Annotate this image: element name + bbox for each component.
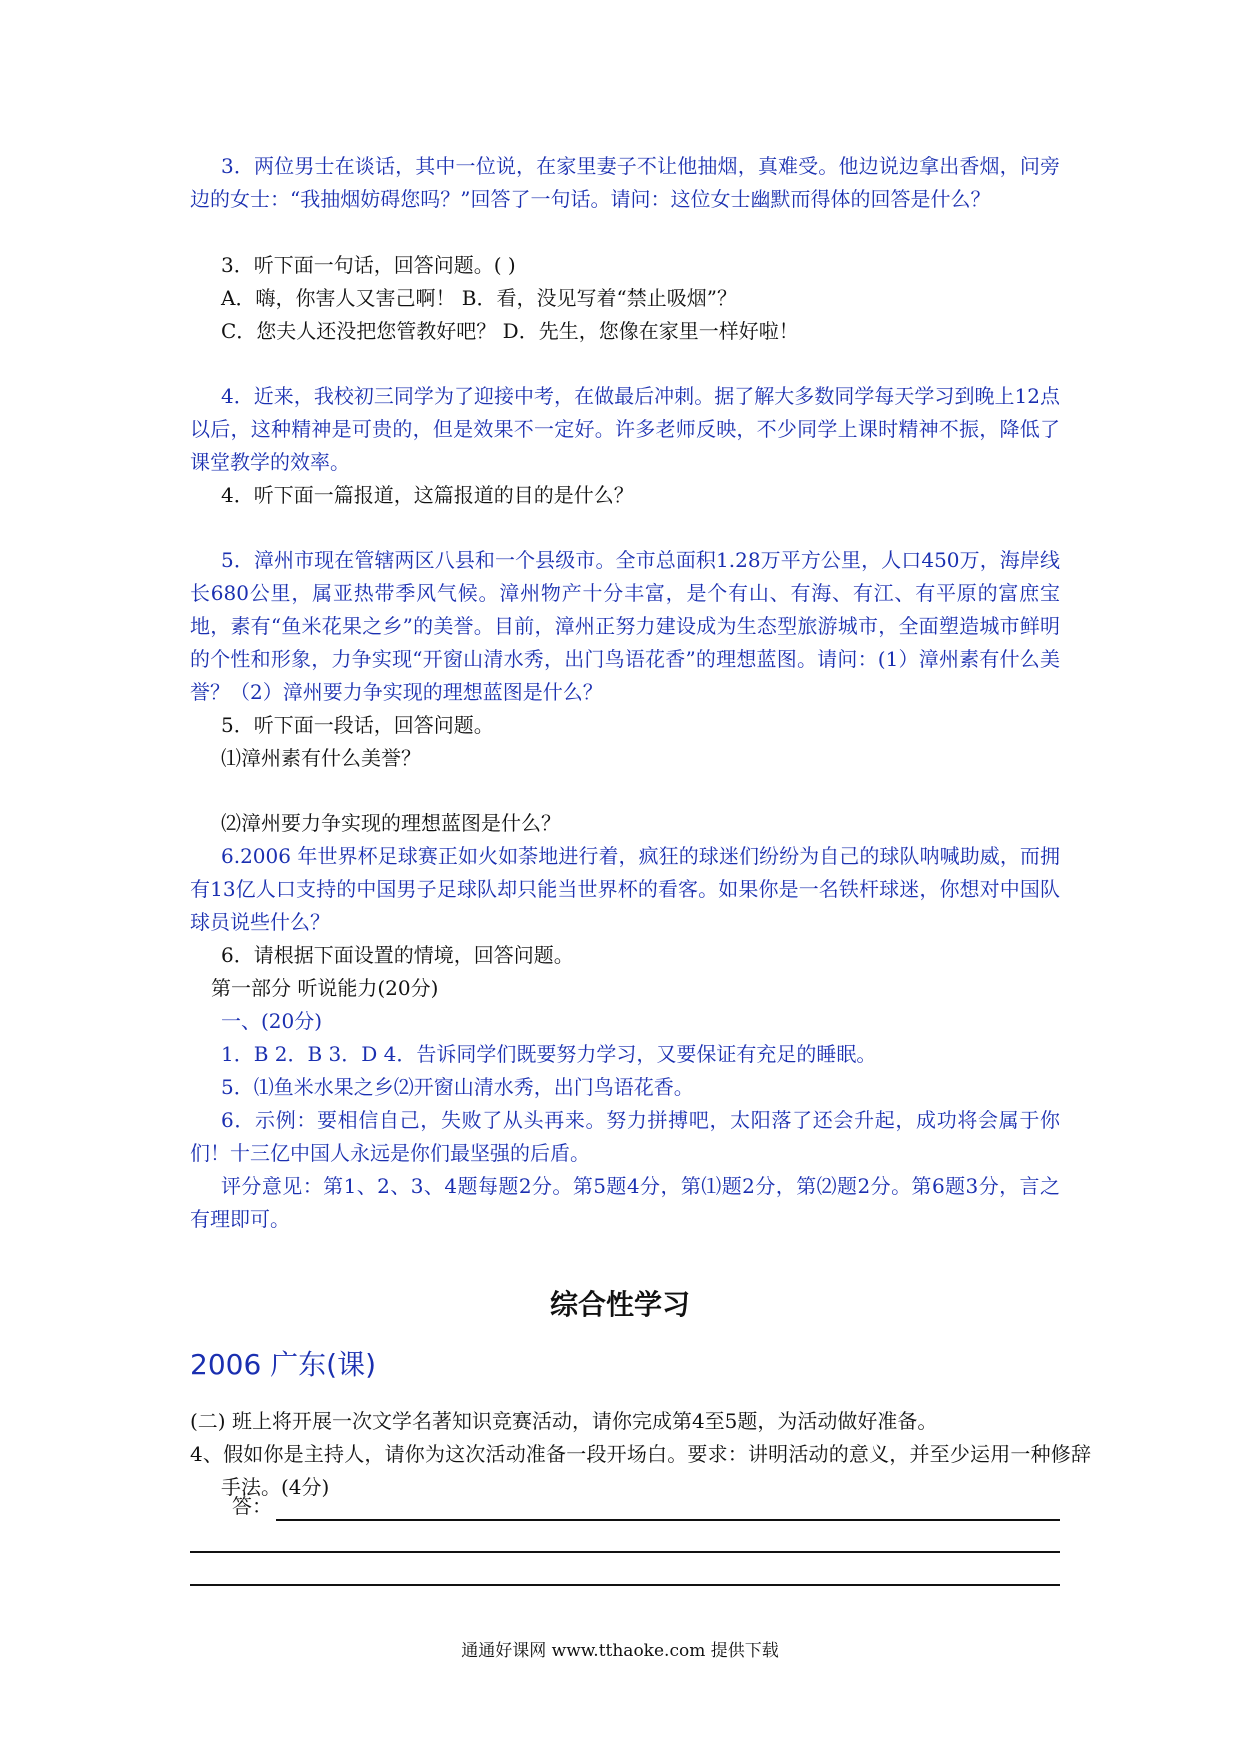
q3-options-ab: A．嗨，你害人又害己啊！ B．看，没见写着“禁止吸烟”？: [221, 286, 737, 310]
q6-audio-text: 6.2006 年世界杯足球赛正如火如荼地进行着，疯狂的球迷们纷纷为自己的球队呐喊助威，而拥有13亿人口支持的中国男子足球队却只能当世界杯的看客。如果你是一名铁杆球迷，你想对中国队球员说些什么？: [190, 844, 1060, 934]
answer-section-heading: 一、(20分): [221, 1009, 323, 1033]
section2-question-4: 4、假如你是主持人，请你为这次活动准备一段开场白。要求：讲明活动的意义，并至少运用一种修辞手法。(4分): [190, 1442, 1091, 1499]
page-title: 综合性学习: [549, 1288, 690, 1321]
q4-prompt: 4．听下面一篇报道，这篇报道的目的是什么？: [221, 483, 634, 507]
q5-audio-text: 5．漳州市现在管辖两区八县和一个县级市。全市总面积1.28万平方公里，人口450万，海岸线长680公里，属亚热带季风气候。漳州物产十分丰富，是个有山、有海、有江、有平原的富庶宝地，素有“鱼米花果之乡”的美誉。目前，漳州正努力建设成为生态型旅游城市，全面塑造城市鲜明的个性和形象，力争实现“开窗山清水秀，出门鸟语花香”的理想蓝图。请问：(1）漳州素有什么美誉？（2）漳州要力争实现的理想蓝图是什么？: [190, 548, 1060, 704]
q5-sub-question-2: ⑵漳州要力争实现的理想蓝图是什么？: [221, 811, 561, 835]
part-heading: 第一部分 听说能力(20分): [211, 976, 439, 1000]
answer-blank-line[interactable]: [276, 1519, 1060, 1521]
answer-label: 答：: [232, 1494, 272, 1518]
q5-sub-question-1: ⑴漳州素有什么美誉？: [221, 746, 421, 770]
answer-blank-line[interactable]: [190, 1551, 1060, 1553]
answer-line-3: 6．示例：要相信自己，失败了从头再来。努力拼搏吧，太阳落了还会升起，成功将会属于你们！十三亿中国人永远是你们最坚强的后盾。: [190, 1108, 1060, 1165]
q3-audio-text: 3．两位男士在谈话，其中一位说，在家里妻子不让他抽烟，真难受。他边说边拿出香烟，问旁边的女士：“我抽烟妨碍您吗？”回答了一句话。请问：这位女士幽默而得体的回答是什么？: [190, 154, 1060, 211]
q3-prompt: 3．听下面一句话，回答问题。( ): [221, 253, 516, 277]
section2-intro: (二) 班上将开展一次文学名著知识竞赛活动，请你完成第4至5题，为活动做好准备。: [190, 1409, 938, 1433]
answer-line-2: 5．⑴鱼米水果之乡⑵开窗山清水秀，出门鸟语花香。: [221, 1075, 694, 1099]
q4-audio-text: 4．近来，我校初三同学为了迎接中考，在做最后冲刺。据了解大多数同学每天学习到晚上12点以后，这种精神是可贵的，但是效果不一定好。许多老师反映，不少同学上课时精神不振，降低了课堂教学的效率。: [190, 384, 1060, 474]
q6-prompt: 6．请根据下面设置的情境，回答问题。: [221, 943, 574, 967]
page-footer: 通通好课网 www.tthaoke.com 提供下载: [461, 1641, 779, 1661]
scoring-notes: 评分意见：第1、2、3、4题每题2分。第5题4分，第⑴题2分，第⑵题2分。第6题3分，言之有理即可。: [190, 1174, 1060, 1231]
answer-blank-line[interactable]: [190, 1584, 1060, 1586]
section-heading: 2006 广东(课): [190, 1348, 377, 1381]
q5-prompt: 5．听下面一段话，回答问题。: [221, 713, 494, 737]
answer-line-1: 1．B 2．B 3．D 4．告诉同学们既要努力学习，又要保证有充足的睡眠。: [221, 1042, 877, 1066]
q3-options-cd: C．您夫人还没把您管教好吧？ D．先生，您像在家里一样好啦！: [221, 319, 799, 343]
